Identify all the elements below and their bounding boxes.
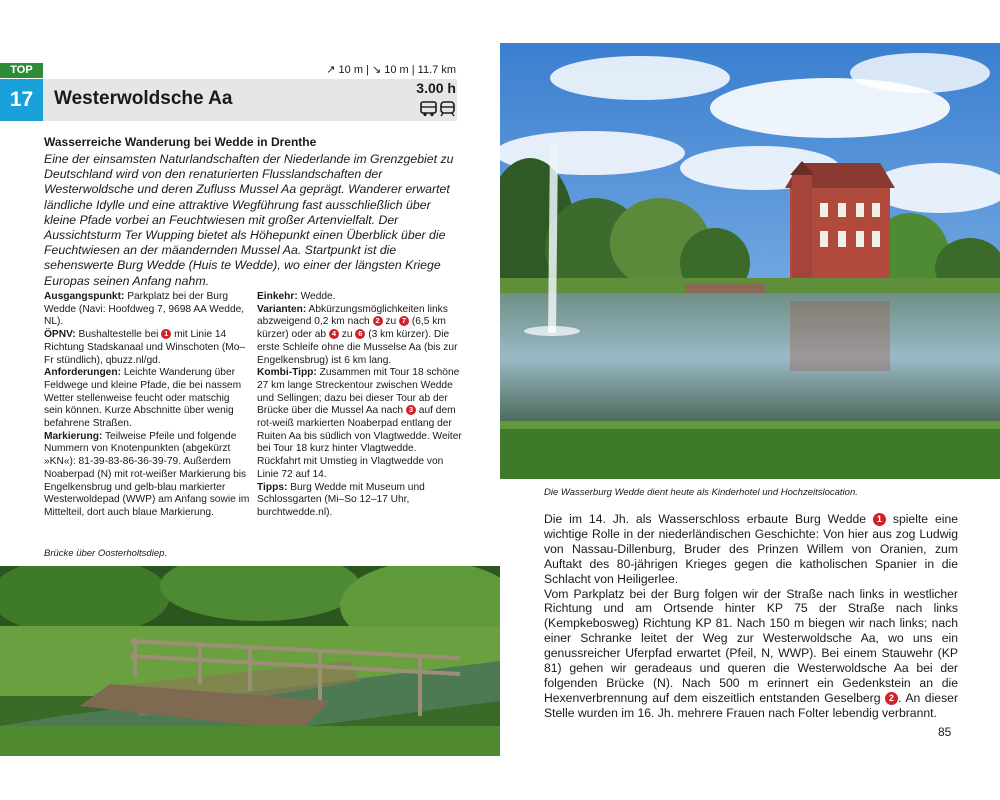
tour-subtitle: Wasserreiche Wanderung bei Wedde in Drenthe xyxy=(44,135,317,149)
info-ausgangspunkt: Ausgangspunkt: Parkplatz bei der Burg Wedde (Navi: Hoofdweg 7, 9698 AA Wedde, NL). xyxy=(44,291,245,328)
intro-text: Eine der einsamsten Naturlandschaften der Niederlande im Grenzgebiet zu Deutschland wird von den renaturierten Flusslandschaften der Westerwoldsche und deren Zufluss Mussel Aa geprägt. Wanderer erwartet ländliche Idylle und eine attraktive Wegführung fast ausschließlich über kleine Pfade vorbei an Feuchtwiesen mit großer Artenvielfalt. Der Aussichtsturm Ter Wupping bietet als Höhepunkt einen Überblick über die Feuchtwiesen an der mäandernden Mussel Aa. Startpunkt ist die sehenswerte Burg Wedde (Huis te Wedde), wo einer der längsten Kriege Europas seinen Anfang nahm. xyxy=(44,152,454,288)
bus-icon xyxy=(421,102,436,116)
waypoint-marker: 1 xyxy=(161,329,171,339)
tour-stats: ↗ 10 m | ↘ 10 m | 11.7 km xyxy=(326,64,456,76)
photo-bridge-oosterholtsdiep xyxy=(0,566,500,756)
info-markierung: Markierung: Teilweise Pfeile und folgende Nummern von Knotenpunkten (abgekürzt »KN«): 81-39-83-86-36-39-79. Außerdem Noaberpad (N) mit rot-weißer Markierung bis Engelkensbrug und gelb-blau markierter Westerwoldepad (WWP) am Anfang sowie im Mittelteil, dort auch blaue Markierung. xyxy=(44,430,250,518)
info-column-left xyxy=(44,291,250,520)
info-kombi-tipp: Kombi-Tipp: Zusammen mit Tour 18 schöne 27 km lange Streckentour zwischen Wedde und Sellingen; dazu bei dieser Tour ab der Brücke über die Mussel Aa nach 3 auf dem rot-weiß markierten Noaberpad entlang der Ruiten Aa bis südlich von Vlagtwedde. Weiter bei Tour 18 kurz hinter Vlagtwedde. Rückfahrt mit Umstieg in Vlagtwedde von Linie 72 auf 14. xyxy=(257,367,462,480)
tour-title: Westerwoldsche Aa xyxy=(54,88,233,109)
page-number: 85 xyxy=(938,725,952,739)
info-anforderungen: Anforderungen: Leichte Wanderung über Feldwege und kleine Pfade, die bei nassem Wetter stellenweise feucht oder matschig sein können. Kurze Abschnitte über wenig befahrene Straßen. xyxy=(44,367,242,430)
body-text xyxy=(544,512,958,721)
waypoint-marker: 3 xyxy=(406,405,416,415)
train-icon xyxy=(441,102,454,116)
top-badge: TOP xyxy=(0,63,43,78)
info-oepnv: ÖPNV: Bushaltestelle bei 1 mit Linie 14 Richtung Stadskanaal und Winschoten (Mo–Fr stündlich), qbuzz.nl/gd. xyxy=(44,329,246,366)
waypoint-marker: 2 xyxy=(373,316,383,326)
waypoint-marker: 7 xyxy=(399,316,409,326)
tour-number: 17 xyxy=(0,79,43,121)
waypoint-marker: 6 xyxy=(355,329,365,339)
photo-caption-bridge: Brücke über Oosterholtsdiep. xyxy=(44,548,168,559)
info-varianten: Varianten: Abkürzungsmöglichkeiten links abzweigend 0,2 km nach 2 zu 7 (6,5 km kürzer) oder ab 4 zu 6 (3 km kürzer). Die erste Schleife ohne die Musselse Aa (bis zur Engelkensbrug) ist 6 km lang. xyxy=(257,303,458,366)
info-column-right xyxy=(257,291,462,520)
body-paragraph: Vom Parkplatz bei der Burg folgen wir der Straße nach links in westlicher Richtung und am Ortsende hinter KP 75 der Straße nach links (Kempkebosweg) Richtung KP 81. Nach 150 m biegen wir nach links; nach einer Schranke leitet der Weg zur Westerwoldsche Aa, wo uns ein genussreicher Uferpfad erwartet (Pfeil, N, WWP). Bei einem Stauwehr (KP 81) gehen wir geradeaus und queren die Westerwoldsche Aa bei der folgenden Brücke (N). Nach 500 m erinnert ein Gedenkstein an die Hexenverbrennung auf dem eiszeitlich entstanden Geselberg 2 . An dieser Stelle wurden im 16. Jh. mehrere Frauen nach Folter lebendig verbrannt. xyxy=(544,586,958,720)
info-tipps: Tipps: Burg Wedde mit Museum und Schlossgarten (Mi–So 12–17 Uhr, burchtwedde.nl). xyxy=(257,481,425,518)
transport-icons xyxy=(420,101,456,117)
tour-duration: 3.00 h xyxy=(416,80,456,96)
photo-caption-castle: Die Wasserburg Wedde dient heute als Kinderhotel und Hochzeitslocation. xyxy=(544,487,858,498)
waypoint-marker: 4 xyxy=(329,329,339,339)
body-paragraph: Die im 14. Jh. als Wasserschloss erbaute Burg Wedde 1 spielte eine wichtige Rolle in der niederländischen Geschichte: Von hier aus zog Ludwig von Nassau-Dillenburg, Bruder des Prinzen Willem von Oranien, zum Auftakt des 80-jährigen Krieges gegen die katholischen Spanier in die Schlacht von Heiligerlee. xyxy=(544,512,959,586)
photo-castle-wedde xyxy=(500,43,1000,479)
info-einkehr: Einkehr: Wedde. xyxy=(257,291,336,302)
waypoint-marker: 1 xyxy=(873,513,886,526)
waypoint-marker: 2 xyxy=(885,692,898,705)
